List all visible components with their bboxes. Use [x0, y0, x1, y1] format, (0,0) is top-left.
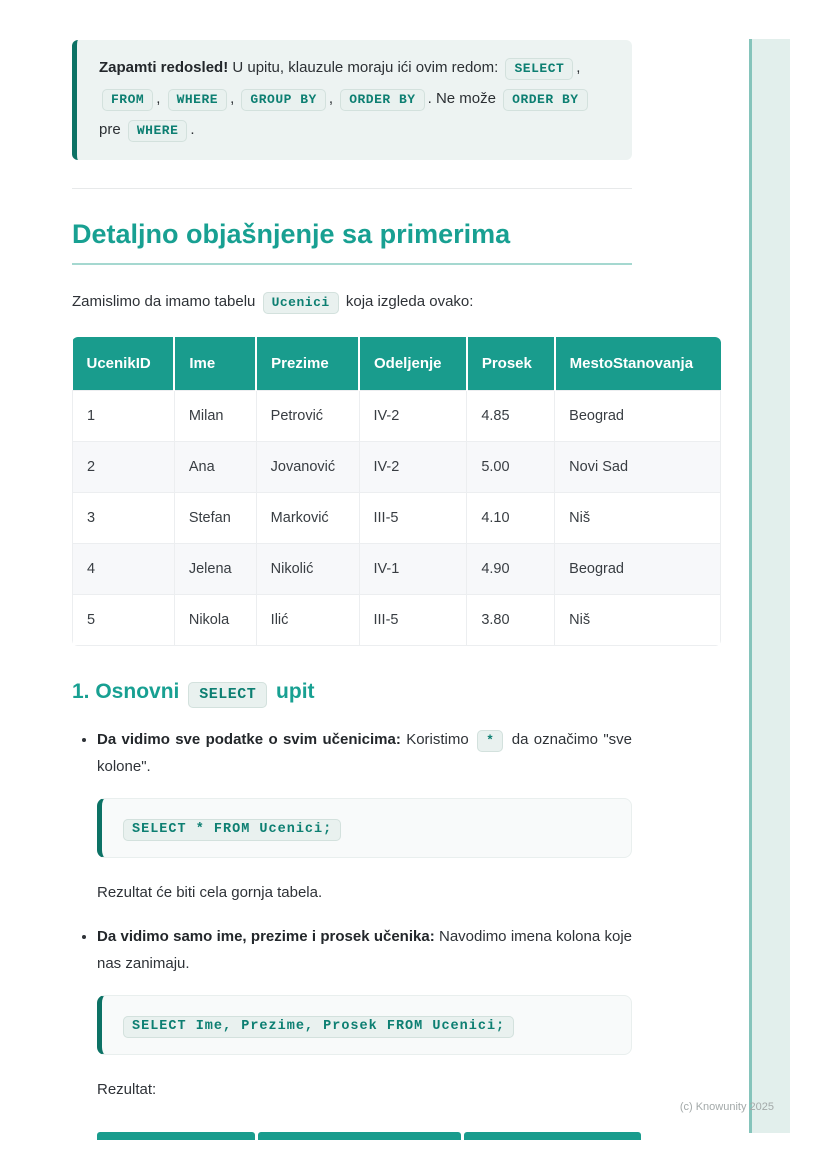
page-title: Detaljno objašnjenje sa primerima: [72, 219, 632, 265]
partial-table-header-bar: [97, 1132, 255, 1140]
table-cell: 4.85: [467, 390, 555, 441]
intro-text: koja izgleda ovako:: [341, 293, 474, 311]
table-cell: Stefan: [174, 492, 256, 543]
sql-code-block: [97, 798, 632, 858]
students-table: [72, 337, 721, 646]
table-row: [73, 441, 721, 492]
partial-table-header-bar: [258, 1132, 461, 1140]
table-cell: Jelena: [174, 543, 256, 594]
result-label: Rezultat:: [97, 1081, 157, 1099]
table-cell: Ana: [174, 441, 256, 492]
column-header-odeljenje: Odeljenje: [359, 337, 467, 391]
table-row: [73, 390, 721, 441]
page-margin-strip: [749, 39, 790, 1133]
table-cell: Jovanović: [256, 441, 359, 492]
table-cell: 3: [73, 492, 175, 543]
table-cell: 5: [73, 594, 175, 645]
result-note: Rezultat će biti cela gornja tabela.: [97, 884, 323, 902]
table-name-chip: Ucenici: [263, 292, 339, 314]
list-item: [97, 726, 632, 905]
table-cell: 4: [73, 543, 175, 594]
copyright-watermark: (c) Knowunity 2025: [679, 1101, 774, 1113]
callout-separator: ,: [156, 89, 165, 107]
table-cell: Novi Sad: [555, 441, 721, 492]
table-cell: 5.00: [467, 441, 555, 492]
table-cell: IV-2: [359, 441, 467, 492]
section-divider: [72, 188, 632, 189]
table-row: [73, 594, 721, 645]
column-header-ime: Ime: [174, 337, 256, 391]
table-cell: Marković: [256, 492, 359, 543]
document-content: [72, 0, 694, 1140]
students-table-wrapper: [72, 337, 721, 646]
table-cell: III-5: [359, 594, 467, 645]
table-cell: Beograd: [555, 390, 721, 441]
keyword-chip-order-by: ORDER BY: [503, 89, 587, 111]
partial-table-header-bar: [464, 1132, 641, 1140]
table-cell: IV-2: [359, 390, 467, 441]
table-cell: Beograd: [555, 543, 721, 594]
sql-code: SELECT Ime, Prezime, Prosek FROM Ucenici;: [123, 1016, 514, 1038]
table-cell: Nikola: [174, 594, 256, 645]
keyword-chip-group-by: GROUP BY: [241, 89, 325, 111]
table-cell: III-5: [359, 492, 467, 543]
callout-text: pre: [99, 120, 125, 138]
bullet-text: Koristimo: [400, 731, 475, 749]
callout-separator: ,: [230, 89, 239, 107]
column-header-mestostanovanja: MestoStanovanja: [555, 337, 721, 391]
table-cell: 1: [73, 390, 175, 441]
table-cell: IV-1: [359, 543, 467, 594]
subsection-text: 1. Osnovni: [72, 679, 186, 703]
intro-paragraph: [72, 289, 632, 315]
sql-code-block: [97, 995, 632, 1055]
table-cell: 4.90: [467, 543, 555, 594]
table-cell: 4.10: [467, 492, 555, 543]
table-header-row: [73, 337, 721, 391]
bullet-lead: Da vidimo sve podatke o svim učenicima:: [97, 731, 401, 749]
keyword-chip-select: SELECT: [188, 682, 267, 708]
callout-separator: ,: [328, 89, 338, 107]
sql-code: SELECT * FROM Ucenici;: [123, 819, 341, 841]
list-item: [97, 923, 632, 1140]
callout-separator: ,: [576, 59, 581, 76]
bullet-text: da označimo "sve kolone".: [97, 731, 632, 776]
subsection-text: upit: [270, 679, 315, 703]
table-row: [73, 492, 721, 543]
keyword-chip-where: WHERE: [128, 120, 188, 142]
table-cell: Niš: [555, 594, 721, 645]
callout-text: . Ne može: [427, 89, 501, 107]
table-cell: 3.80: [467, 594, 555, 645]
partial-result-table-header: [97, 1132, 641, 1140]
bullet-lead: Da vidimo samo ime, prezime i prosek učenika:: [97, 927, 435, 945]
table-row: [73, 543, 721, 594]
column-header-ucenikid: UcenikID: [73, 337, 175, 391]
callout-text: .: [190, 120, 195, 138]
table-cell: Niš: [555, 492, 721, 543]
callout-lead: Zapamti redosled!: [99, 59, 229, 76]
column-header-prezime: Prezime: [256, 337, 359, 391]
table-cell: Nikolić: [256, 543, 359, 594]
table-cell: Milan: [174, 390, 256, 441]
intro-text: Zamislimo da imamo tabelu: [72, 293, 260, 311]
subsection-title: [72, 678, 632, 706]
bullet-list: [72, 726, 632, 1140]
asterisk-chip: *: [477, 730, 503, 752]
table-cell: Petrović: [256, 390, 359, 441]
keyword-chip-select: SELECT: [505, 58, 573, 80]
table-cell: Ilić: [256, 594, 359, 645]
callout-note: [72, 40, 632, 160]
keyword-chip-from: FROM: [102, 89, 153, 111]
column-header-prosek: Prosek: [467, 337, 555, 391]
keyword-chip-where: WHERE: [168, 89, 228, 111]
bullet-text: Navodimo imena kolona koje nas zanimaju.: [97, 927, 632, 972]
table-cell: 2: [73, 441, 175, 492]
keyword-chip-order-by: ORDER BY: [340, 89, 424, 111]
callout-text: U upitu, klauzule moraju ići ovim redom:: [228, 59, 503, 76]
